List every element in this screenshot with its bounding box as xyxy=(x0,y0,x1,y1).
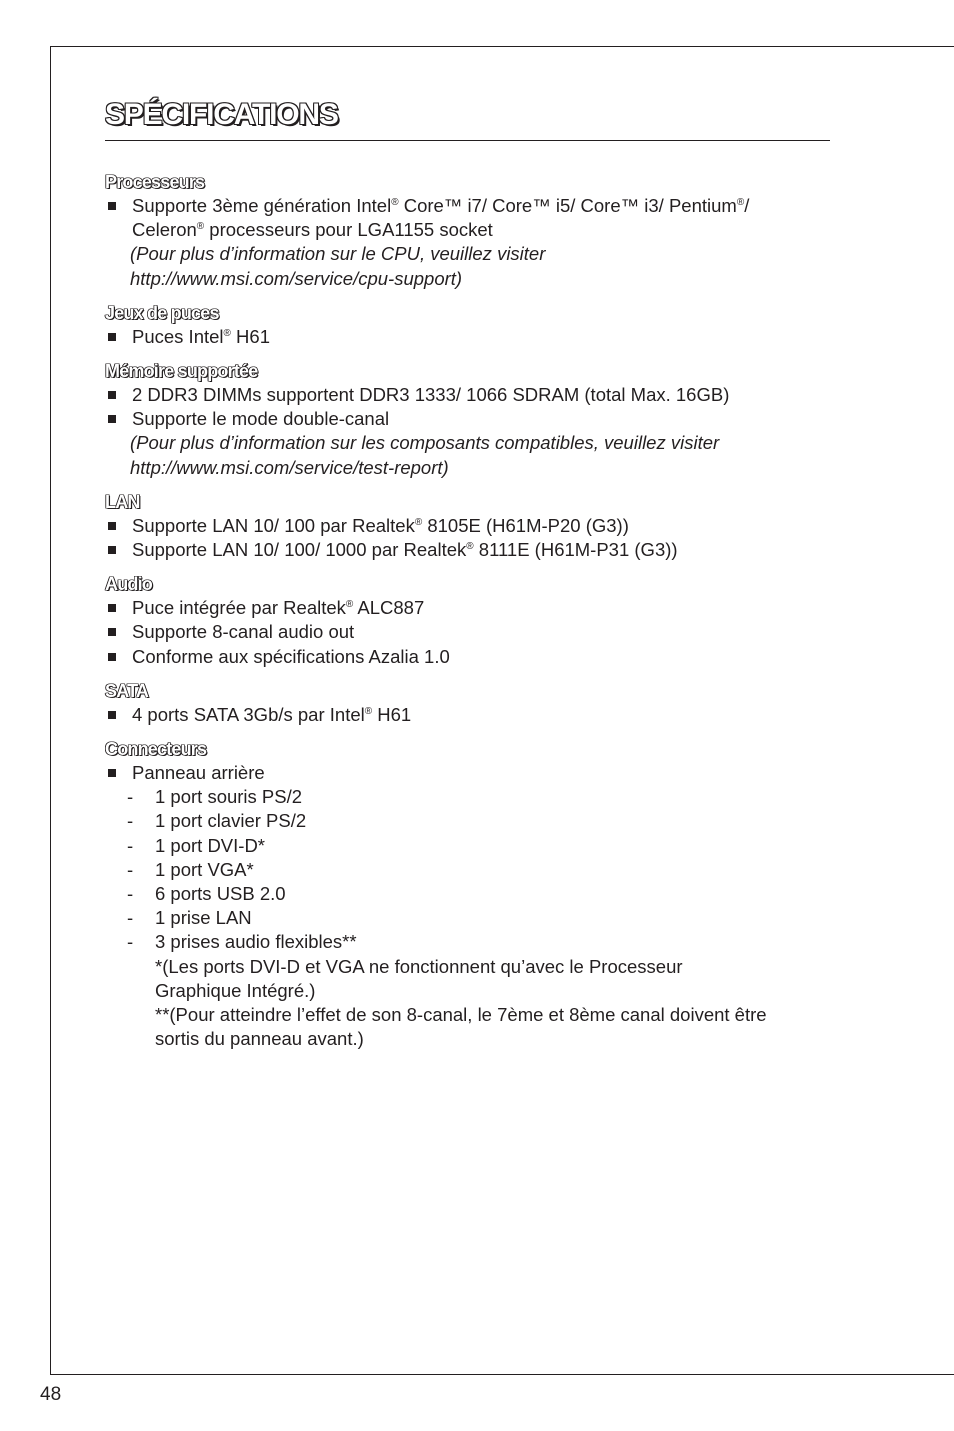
sub-list-item: - 3 prises audio flexibles** xyxy=(105,930,835,954)
section-memoire xyxy=(105,359,835,480)
list-item: Puces Intel® H61 xyxy=(105,325,835,349)
square-bullet-icon xyxy=(108,653,116,661)
dash-marker: - xyxy=(127,810,134,832)
square-bullet-icon xyxy=(108,391,116,399)
sub-list-item: - 1 prise LAN xyxy=(105,906,835,930)
section-heading: Processeurs xyxy=(105,172,205,192)
section-sata xyxy=(105,679,835,727)
cpu-support-note: (Pour plus d’information sur le CPU, veuillez visiter http://www.msi.com/service/cpu-support) xyxy=(105,242,835,290)
square-bullet-icon xyxy=(108,769,116,777)
list-item: Supporte 8-canal audio out xyxy=(105,620,835,644)
memory-support-note: (Pour plus d’information sur les composants compatibles, veuillez visiter http://www.msi.com/service/test-report) xyxy=(105,431,835,479)
list-item: Supporte LAN 10/ 100 par Realtek® 8105E (H61M-P20 (G3)) xyxy=(105,514,835,538)
section-connecteurs xyxy=(105,737,835,1051)
section-processeurs xyxy=(105,170,835,291)
section-audio xyxy=(105,572,835,669)
square-bullet-icon xyxy=(108,628,116,636)
page-number: 48 xyxy=(40,1384,62,1405)
page-frame-top xyxy=(50,46,954,47)
dash-marker: - xyxy=(127,883,134,905)
section-heading: SATA xyxy=(105,680,149,701)
square-bullet-icon xyxy=(108,522,116,530)
square-bullet-icon xyxy=(108,333,116,341)
sub-list-item: - 1 port DVI-D* xyxy=(105,834,835,858)
section-heading: Jeux de puces xyxy=(105,302,219,323)
section-heading: Connecteurs xyxy=(105,739,207,760)
list-item: 2 DDR3 DIMMs supportent DDR3 1333/ 1066 SDRAM (total Max. 16GB) xyxy=(105,383,835,407)
list-item: Panneau arrière xyxy=(105,761,835,785)
page-frame-left xyxy=(50,46,51,1375)
title-divider xyxy=(105,140,830,141)
cpu-support-link: http://www.msi.com/service/cpu-support) xyxy=(130,267,463,289)
section-heading: Audio xyxy=(105,574,152,595)
section-heading: Mémoire supportée xyxy=(105,361,258,382)
dash-marker: - xyxy=(127,858,134,880)
square-bullet-icon xyxy=(108,415,116,423)
spec-content xyxy=(105,170,835,1061)
section-heading: LAN xyxy=(105,491,140,512)
sub-list-item: - 6 ports USB 2.0 xyxy=(105,882,835,906)
dash-marker: - xyxy=(127,834,134,856)
list-item: Supporte le mode double-canal xyxy=(105,407,835,431)
square-bullet-icon xyxy=(108,604,116,612)
dash-marker: - xyxy=(127,907,134,929)
list-item: Puce intégrée par Realtek® ALC887 xyxy=(105,596,835,620)
test-report-link: http://www.msi.com/service/test-report) xyxy=(130,456,449,478)
section-jeux-de-puces xyxy=(105,301,835,349)
square-bullet-icon xyxy=(108,202,116,210)
sub-list-item: - 1 port VGA* xyxy=(105,858,835,882)
sub-list-item: - 1 port souris PS/2 xyxy=(105,785,835,809)
dash-marker: - xyxy=(127,931,134,953)
page-title: SPÉCIFICATIONS xyxy=(105,98,338,131)
square-bullet-icon xyxy=(108,711,116,719)
footnote-audio: **(Pour atteindre l’effet de son 8-canal, le 7ème et 8ème canal doivent être sortis du panneau avant.) xyxy=(155,1004,767,1050)
page-frame-bottom xyxy=(50,1374,954,1375)
section-lan xyxy=(105,490,835,562)
footnote-dvi-vga: *(Les ports DVI-D et VGA ne fonctionnent qu’avec le Processeur Graphique Intégré.) xyxy=(155,955,683,1001)
dash-marker: - xyxy=(127,786,134,808)
list-item: Supporte LAN 10/ 100/ 1000 par Realtek® 8111E (H61M-P31 (G3)) xyxy=(105,538,835,562)
list-item: Supporte 3ème génération Intel® Core™ i7/ Core™ i5/ Core™ i3/ Pentium®/ Celeron® processeurs pour LGA1155 socket xyxy=(105,194,835,242)
sub-list-item: - 1 port clavier PS/2 xyxy=(105,809,835,833)
list-item: 4 ports SATA 3Gb/s par Intel® H61 xyxy=(105,703,835,727)
square-bullet-icon xyxy=(108,546,116,554)
list-item: Conforme aux spécifications Azalia 1.0 xyxy=(105,645,835,669)
